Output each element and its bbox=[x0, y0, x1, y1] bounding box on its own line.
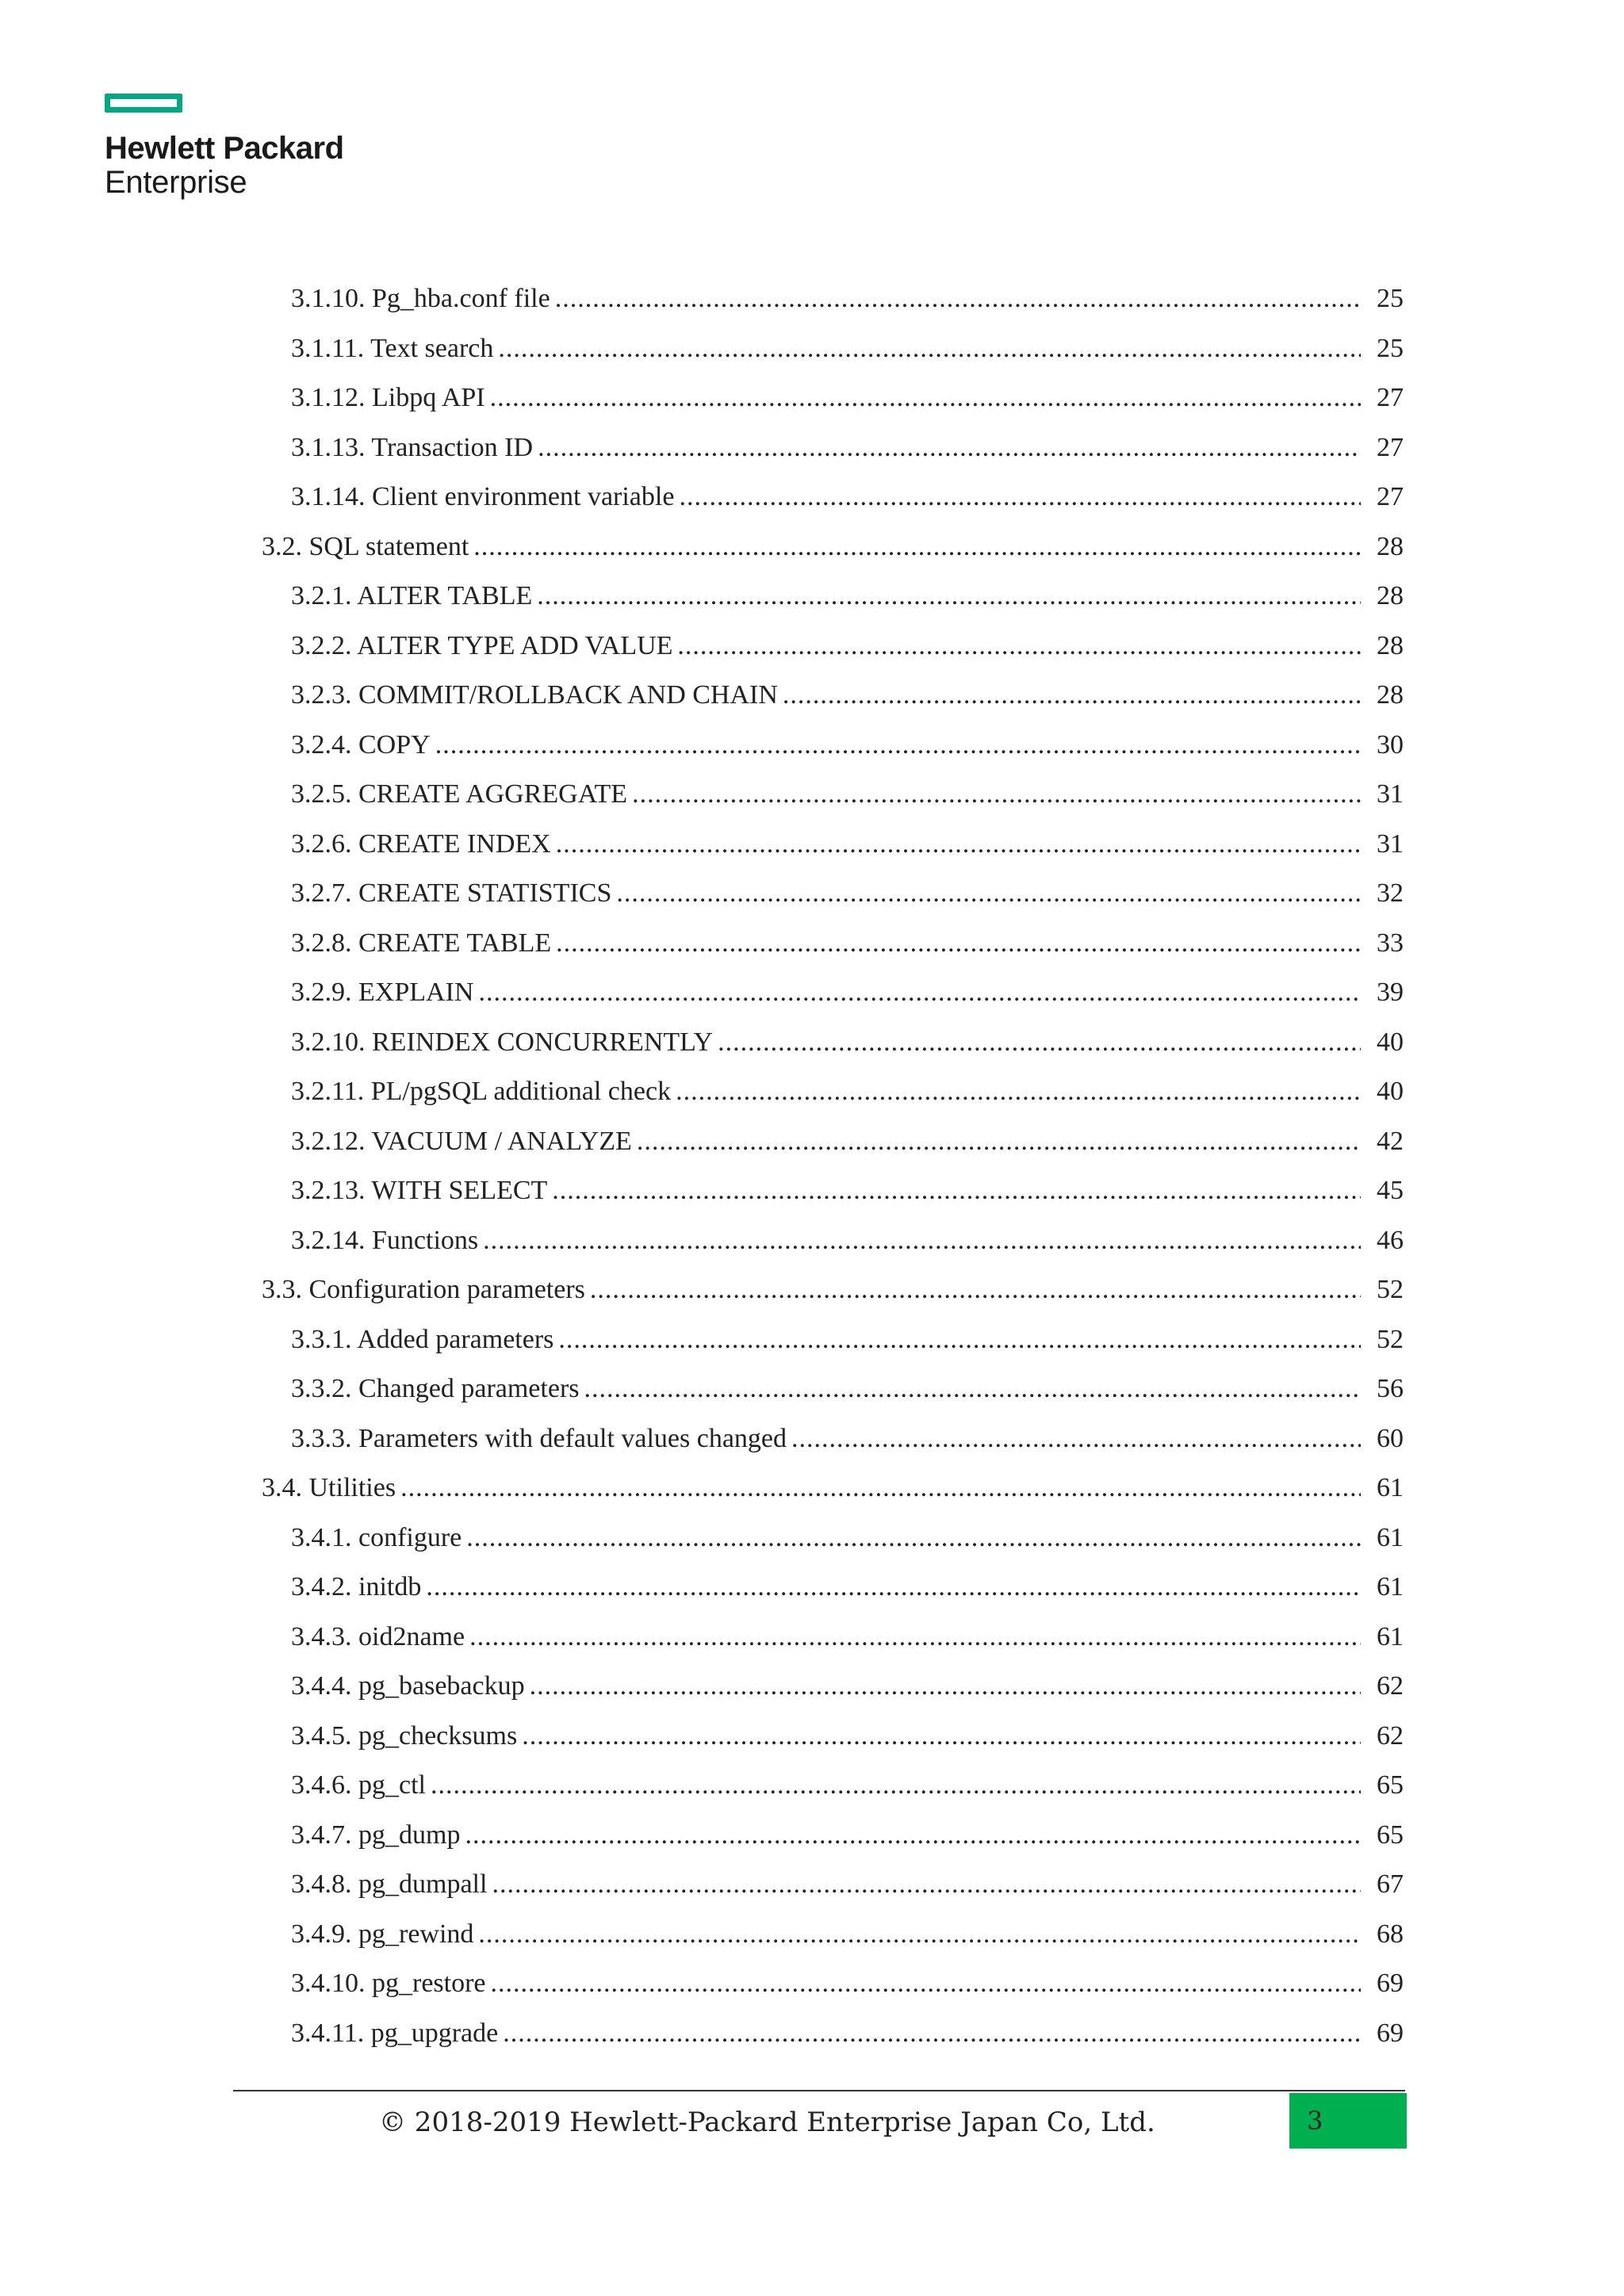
toc-entry-page: 28 bbox=[1377, 581, 1404, 610]
toc-entry-title: 3.4.11. pg_upgrade bbox=[291, 2018, 499, 2048]
page-number: 3 bbox=[1307, 2106, 1323, 2136]
toc-entry[interactable] bbox=[262, 919, 1404, 969]
toc-entry-page: 31 bbox=[1377, 828, 1404, 859]
page-number-badge bbox=[1289, 2093, 1407, 2149]
toc-entry-page: 62 bbox=[1377, 1720, 1404, 1751]
toc-leader-dots bbox=[679, 473, 1361, 522]
toc-entry-title: 3.3.1. Added parameters bbox=[291, 1324, 554, 1354]
toc-entry-page: 52 bbox=[1377, 1275, 1404, 1304]
toc-leader-dots bbox=[555, 274, 1361, 324]
toc-leader-dots bbox=[632, 770, 1361, 820]
toc-leader-dots bbox=[677, 622, 1361, 672]
toc-entry-page: 68 bbox=[1377, 1919, 1404, 1949]
toc-leader-dots bbox=[718, 1018, 1361, 1068]
toc-entry[interactable] bbox=[262, 1216, 1404, 1266]
toc-leader-dots bbox=[522, 1712, 1361, 1762]
table-of-contents bbox=[262, 274, 1404, 2058]
toc-entry-page: 27 bbox=[1377, 383, 1404, 412]
toc-entry-title: 3.2.2. ALTER TYPE ADD VALUE bbox=[291, 630, 673, 660]
toc-entry[interactable] bbox=[262, 1166, 1404, 1216]
toc-entry-title: 3.4.2. initdb bbox=[291, 1572, 422, 1601]
toc-entry-title: 3.1.12. Libpq API bbox=[291, 383, 485, 412]
toc-entry-title: 3.2.9. EXPLAIN bbox=[291, 978, 474, 1007]
toc-entry-page: 52 bbox=[1377, 1324, 1404, 1354]
toc-entry-title: 3.1.10. Pg_hba.conf file bbox=[291, 284, 550, 313]
toc-leader-dots bbox=[478, 1910, 1361, 1960]
toc-entry-page: 28 bbox=[1377, 630, 1404, 660]
toc-entry-page: 40 bbox=[1377, 1077, 1404, 1106]
toc-entry-page: 25 bbox=[1377, 333, 1404, 363]
toc-entry[interactable] bbox=[262, 274, 1404, 324]
toc-entry-page: 42 bbox=[1377, 1126, 1404, 1156]
toc-entry-title: 3.2.4. COPY bbox=[291, 729, 431, 760]
toc-leader-dots bbox=[537, 572, 1361, 622]
toc-entry-page: 60 bbox=[1377, 1423, 1404, 1453]
toc-entry-title: 3.2. SQL statement bbox=[262, 531, 469, 561]
toc-entry-title: 3.2.3. COMMIT/ROLLBACK AND CHAIN bbox=[291, 680, 778, 710]
toc-entry-title: 3.1.14. Client environment variable bbox=[291, 482, 675, 511]
toc-entry-title: 3.2.11. PL/pgSQL additional check bbox=[291, 1077, 672, 1106]
toc-leader-dots bbox=[478, 968, 1361, 1018]
toc-entry[interactable] bbox=[262, 522, 1404, 572]
toc-entry-page: 28 bbox=[1377, 531, 1404, 561]
toc-entry[interactable] bbox=[262, 968, 1404, 1018]
toc-entry-page: 31 bbox=[1377, 779, 1404, 809]
toc-entry-title: 3.4.4. pg_basebackup bbox=[291, 1671, 525, 1701]
toc-entry[interactable] bbox=[262, 473, 1404, 522]
toc-entry-page: 69 bbox=[1377, 1969, 1404, 1998]
toc-entry[interactable] bbox=[262, 1811, 1404, 1861]
toc-leader-dots bbox=[558, 1315, 1361, 1365]
toc-entry[interactable] bbox=[262, 1761, 1404, 1811]
toc-leader-dots bbox=[616, 869, 1361, 919]
toc-entry[interactable] bbox=[262, 1860, 1404, 1910]
toc-leader-dots bbox=[426, 1563, 1361, 1613]
toc-entry-title: 3.2.8. CREATE TABLE bbox=[291, 928, 552, 958]
toc-entry-title: 3.4.1. configure bbox=[291, 1522, 462, 1552]
toc-leader-dots bbox=[469, 1613, 1361, 1663]
footer-divider bbox=[233, 2090, 1405, 2091]
toc-entry-page: 33 bbox=[1377, 928, 1404, 958]
toc-entry-title: 3.3.2. Changed parameters bbox=[291, 1374, 580, 1403]
toc-entry[interactable] bbox=[262, 2009, 1404, 2059]
toc-leader-dots bbox=[490, 373, 1361, 423]
logo-text-line1: Hewlett Packard bbox=[105, 131, 344, 166]
toc-leader-dots bbox=[465, 1811, 1361, 1861]
toc-entry[interactable] bbox=[262, 1414, 1404, 1464]
toc-leader-dots bbox=[400, 1464, 1361, 1513]
toc-entry-title: 3.2.5. CREATE AGGREGATE bbox=[291, 779, 628, 809]
footer-copyright: © 2018-2019 Hewlett-Packard Enterprise Japan Co, Ltd. bbox=[379, 2107, 1155, 2138]
toc-entry-page: 28 bbox=[1377, 680, 1404, 710]
toc-entry-page: 69 bbox=[1377, 2018, 1404, 2048]
toc-entry-title: 3.4. Utilities bbox=[262, 1473, 396, 1502]
toc-leader-dots bbox=[590, 1265, 1361, 1315]
toc-entry-page: 61 bbox=[1377, 1621, 1404, 1651]
toc-entry-page: 32 bbox=[1377, 878, 1404, 908]
toc-entry[interactable] bbox=[262, 1018, 1404, 1068]
toc-entry[interactable] bbox=[262, 721, 1404, 771]
toc-entry[interactable] bbox=[262, 1662, 1404, 1712]
toc-leader-dots bbox=[503, 2009, 1361, 2059]
toc-leader-dots bbox=[584, 1364, 1362, 1414]
toc-entry-title: 3.2.13. WITH SELECT bbox=[291, 1176, 548, 1205]
toc-leader-dots bbox=[637, 1117, 1361, 1167]
toc-leader-dots bbox=[483, 1216, 1361, 1266]
toc-entry-page: 39 bbox=[1377, 978, 1404, 1007]
toc-entry[interactable] bbox=[262, 324, 1404, 374]
toc-leader-dots bbox=[492, 1860, 1361, 1910]
toc-entry-page: 27 bbox=[1377, 482, 1404, 511]
toc-leader-dots bbox=[498, 324, 1361, 374]
toc-entry-page: 67 bbox=[1377, 1869, 1404, 1899]
toc-entry-title: 3.2.1. ALTER TABLE bbox=[291, 581, 533, 610]
toc-leader-dots bbox=[552, 1166, 1361, 1216]
toc-entry-title: 3.2.12. VACUUM / ANALYZE bbox=[291, 1126, 632, 1156]
toc-entry[interactable] bbox=[262, 770, 1404, 820]
toc-entry[interactable] bbox=[262, 1910, 1404, 1960]
toc-entry[interactable] bbox=[262, 1364, 1404, 1414]
toc-entry[interactable] bbox=[262, 1067, 1404, 1117]
toc-entry[interactable] bbox=[262, 869, 1404, 919]
toc-entry-title: 3.4.8. pg_dumpall bbox=[291, 1869, 488, 1899]
toc-entry[interactable] bbox=[262, 1117, 1404, 1167]
toc-leader-dots bbox=[783, 671, 1361, 721]
toc-entry-page: 61 bbox=[1377, 1522, 1404, 1552]
toc-leader-dots bbox=[431, 1761, 1361, 1811]
toc-leader-dots bbox=[530, 1662, 1361, 1712]
toc-entry[interactable] bbox=[262, 1464, 1404, 1513]
toc-entry[interactable] bbox=[262, 820, 1404, 870]
toc-entry-page: 27 bbox=[1377, 432, 1404, 462]
toc-entry-page: 40 bbox=[1377, 1027, 1404, 1057]
toc-entry[interactable] bbox=[262, 1563, 1404, 1613]
toc-entry-page: 46 bbox=[1377, 1225, 1404, 1255]
toc-entry-title: 3.3. Configuration parameters bbox=[262, 1275, 585, 1304]
toc-entry-page: 65 bbox=[1377, 1770, 1404, 1800]
toc-entry-page: 61 bbox=[1377, 1473, 1404, 1502]
toc-entry-title: 3.2.6. CREATE INDEX bbox=[291, 828, 551, 859]
toc-entry-title: 3.4.3. oid2name bbox=[291, 1621, 465, 1651]
toc-entry-page: 61 bbox=[1377, 1572, 1404, 1601]
toc-entry[interactable] bbox=[262, 622, 1404, 672]
toc-entry-title: 3.4.10. pg_restore bbox=[291, 1969, 486, 1998]
toc-entry[interactable] bbox=[262, 1613, 1404, 1663]
toc-leader-dots bbox=[791, 1414, 1361, 1464]
toc-entry-title: 3.2.7. CREATE STATISTICS bbox=[291, 878, 612, 908]
toc-entry[interactable] bbox=[262, 373, 1404, 423]
toc-entry[interactable] bbox=[262, 572, 1404, 622]
logo-text-line2: Enterprise bbox=[105, 165, 247, 200]
toc-leader-dots bbox=[538, 423, 1361, 473]
toc-leader-dots bbox=[435, 721, 1361, 771]
toc-entry[interactable] bbox=[262, 1513, 1404, 1563]
toc-leader-dots bbox=[556, 820, 1361, 870]
toc-entry-page: 45 bbox=[1377, 1176, 1404, 1205]
toc-entry[interactable] bbox=[262, 1959, 1404, 2009]
toc-entry-title: 3.2.10. REINDEX CONCURRENTLY bbox=[291, 1027, 714, 1057]
toc-entry-page: 62 bbox=[1377, 1671, 1404, 1701]
toc-entry-title: 3.4.6. pg_ctl bbox=[291, 1770, 426, 1800]
toc-entry[interactable] bbox=[262, 1315, 1404, 1365]
toc-entry-title: 3.1.11. Text search bbox=[291, 333, 494, 363]
toc-entry-page: 25 bbox=[1377, 284, 1404, 313]
toc-entry-title: 3.4.9. pg_rewind bbox=[291, 1919, 474, 1949]
toc-leader-dots bbox=[466, 1513, 1361, 1563]
toc-entry-title: 3.4.7. pg_dump bbox=[291, 1820, 461, 1850]
toc-entry-page: 56 bbox=[1377, 1374, 1404, 1403]
toc-entry-title: 3.3.3. Parameters with default values changed bbox=[291, 1423, 787, 1453]
toc-leader-dots bbox=[676, 1067, 1361, 1117]
hpe-logo bbox=[105, 94, 374, 200]
toc-leader-dots bbox=[556, 919, 1361, 969]
toc-entry-page: 65 bbox=[1377, 1820, 1404, 1850]
toc-entry-page: 30 bbox=[1377, 729, 1404, 760]
toc-leader-dots bbox=[491, 1959, 1361, 2009]
toc-entry[interactable] bbox=[262, 1712, 1404, 1762]
toc-entry[interactable] bbox=[262, 671, 1404, 721]
toc-entry-title: 3.2.14. Functions bbox=[291, 1225, 479, 1255]
toc-entry-title: 3.1.13. Transaction ID bbox=[291, 432, 534, 462]
toc-entry-title: 3.4.5. pg_checksums bbox=[291, 1720, 518, 1751]
toc-entry[interactable] bbox=[262, 1265, 1404, 1315]
hpe-logo-mark bbox=[105, 94, 182, 113]
toc-leader-dots bbox=[473, 522, 1361, 572]
toc-entry[interactable] bbox=[262, 423, 1404, 473]
